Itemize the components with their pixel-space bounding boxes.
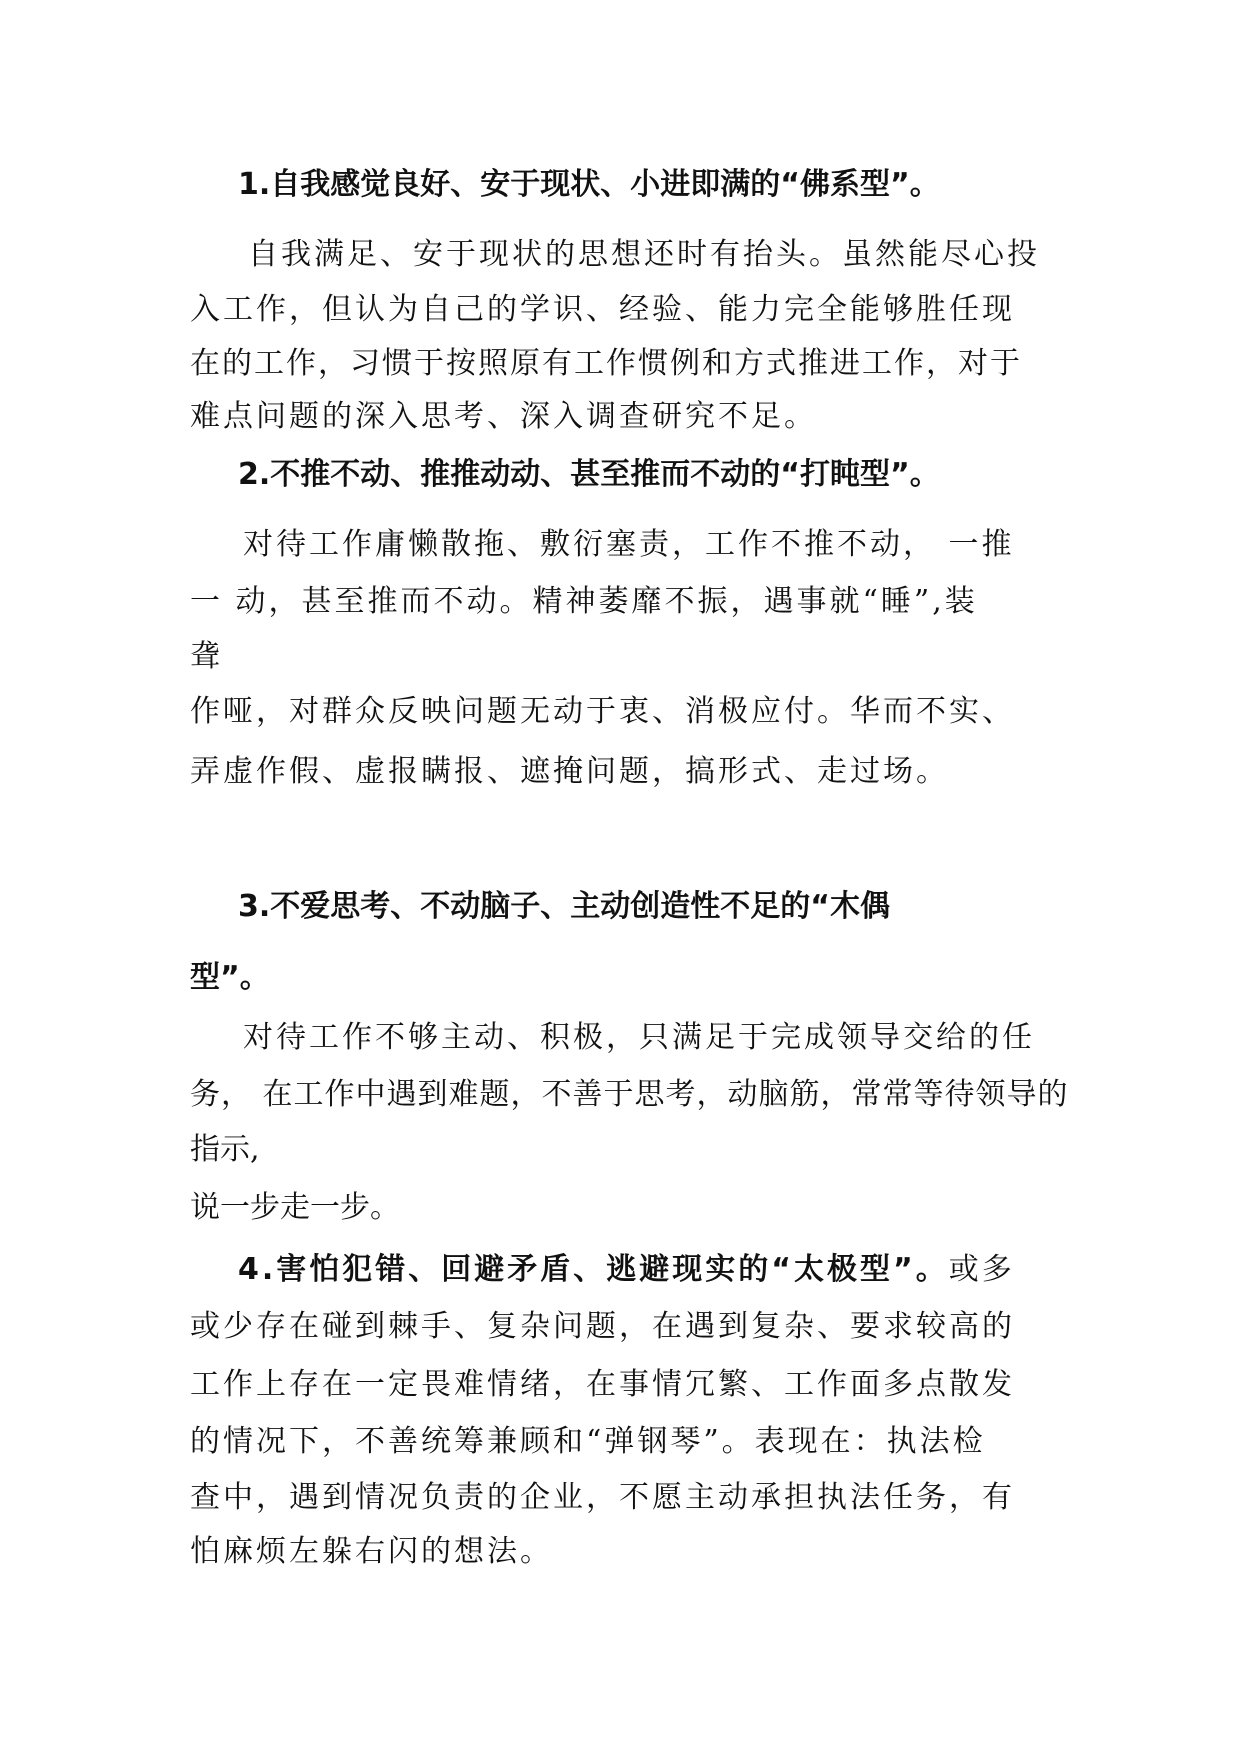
section-4-heading-tail: 或多 [948, 1252, 1015, 1287]
section-4-line-5: 怕麻烦左躲右闪的想法。 [190, 1534, 553, 1569]
section-2-line-4: 作哑，对群众反映问题无动于衷、消极应付。华而不实、 [190, 694, 1015, 729]
section-1-line-2: 入工作，但认为自己的学识、经验、能力完全能够胜任现 [190, 292, 1015, 327]
section-3-line-4: 说一步走一步。 [190, 1190, 400, 1225]
section-1-heading: 1.自我感觉良好、安于现状、小进即满的“佛系型”。 [238, 167, 940, 202]
section-3-line-3: 指示, [190, 1132, 260, 1167]
section-3-line-2: 务， 在工作中遇到难题，不善于思考，动脑筋，常常等待领导的 [190, 1077, 1069, 1112]
section-2-line-2: 一 动，甚至推而不动。精神萎靡不振，遇事就“睡”,装 [190, 584, 978, 619]
section-4-heading-row [238, 1250, 1015, 1290]
section-2-line-5: 弄虚作假、虚报瞒报、遮掩问题，搞形式、走过场。 [190, 754, 949, 789]
section-2-line-1: 对待工作庸懒散拖、敷衍塞责，工作不推不动， 一推 [243, 527, 1015, 562]
section-4-line-1: 或少存在碰到棘手、复杂问题，在遇到复杂、要求较高的 [190, 1309, 1015, 1344]
section-4-line-3: 的情况下，不善统筹兼顾和“弹钢琴”。表现在：执法检 [190, 1424, 986, 1459]
section-2-heading: 2.不推不动、推推动动、甚至推而不动的“打盹型”。 [238, 457, 940, 492]
section-4-line-4: 查中，遇到情况负责的企业，不愿主动承担执法任务，有 [190, 1480, 1015, 1515]
section-3-line-1: 对待工作不够主动、积极，只满足于完成领导交给的任 [243, 1020, 1035, 1055]
section-1-line-4: 难点问题的深入思考、深入调查研究不足。 [190, 399, 817, 434]
section-4-line-2: 工作上存在一定畏难情绪，在事情冗繁、工作面多点散发 [190, 1367, 1015, 1402]
section-3-heading-line-2: 型”。 [190, 960, 270, 995]
section-3-heading-line-1: 3.不爱思考、不动脑子、主动创造性不足的“木偶 [238, 889, 890, 924]
section-4-heading: 4.害怕犯错、回避矛盾、逃避现实的“太极型”。 [238, 1252, 949, 1287]
section-1-line-1: 自我满足、安于现状的思想还时有抬头。虽然能尽心投 [248, 237, 1040, 272]
section-2-line-3: 聋 [190, 639, 220, 674]
section-1-line-3: 在的工作，习惯于按照原有工作惯例和方式推进工作，对于 [190, 346, 1022, 381]
